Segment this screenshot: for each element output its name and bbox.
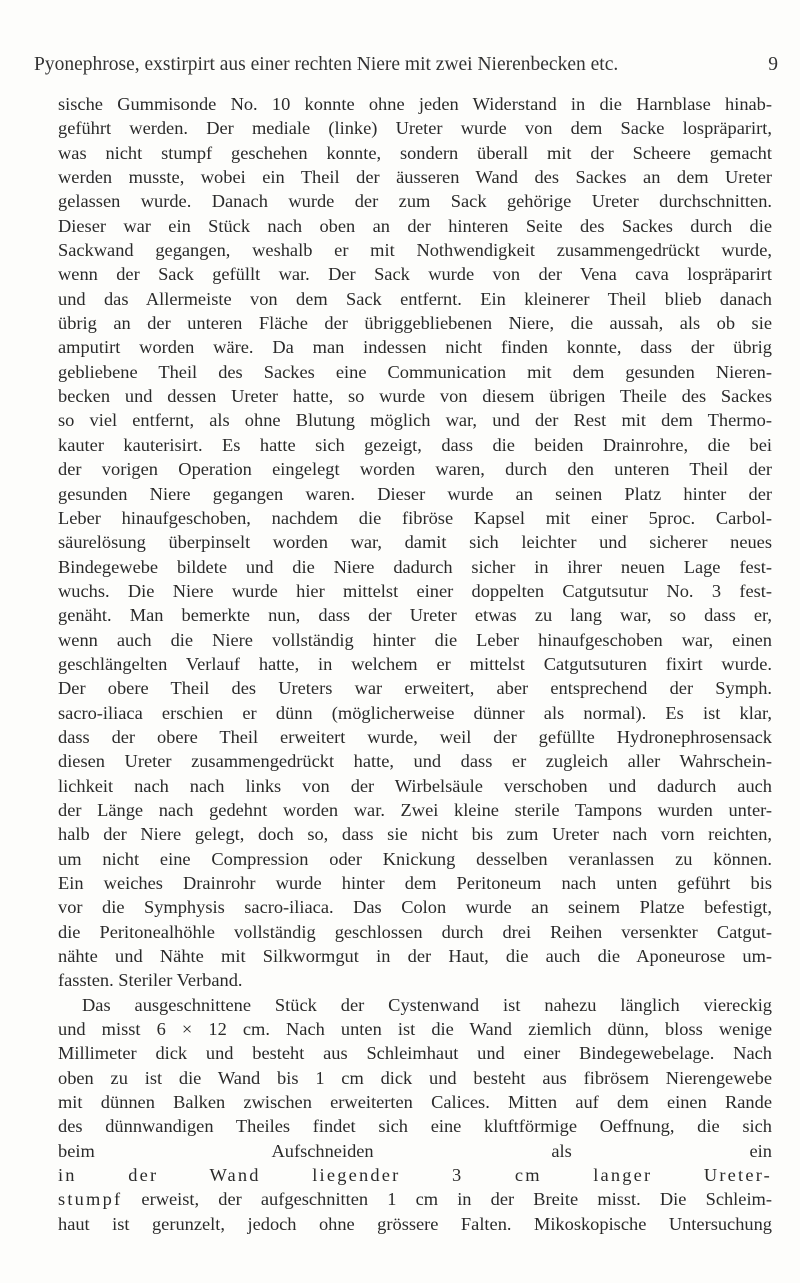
text-line-with-spacing bbox=[58, 1163, 772, 1187]
running-head bbox=[34, 50, 782, 80]
text-line: nähte und Nähte mit Silkwormgut in der Haut, die auch die Aponeurose um- bbox=[58, 946, 772, 967]
text-line-with-spacing bbox=[58, 1187, 772, 1211]
text-line: Bindegewebe bildete und die Niere dadurch sicher in ihrer neuen Lage fest- bbox=[58, 556, 772, 577]
text-line: des dünnwandigen Theiles findet sich eine kluftförmige Oeffnung, die sich bbox=[58, 1116, 772, 1137]
text-line: gebliebene Theil des Sackes eine Communication mit dem gesunden Nieren- bbox=[58, 361, 772, 382]
text-line: beim Aufschneiden als ein bbox=[58, 1140, 772, 1161]
text-line: die Peritonealhöhle vollständig geschlossen durch drei Reihen versenkter Catgut- bbox=[58, 921, 772, 942]
text-line: dass der obere Theil erweitert wurde, weil der gefüllte Hydronephrosensack bbox=[58, 726, 772, 747]
text-line: mit dünnen Balken zwischen erweiterten Calices. Mitten auf dem einen Rande bbox=[58, 1092, 772, 1113]
text-line: was nicht stumpf geschehen konnte, sondern überall mit der Scheere gemacht bbox=[58, 142, 772, 163]
text-line: wenn auch die Niere vollständig hinter die Leber hinaufgeschoben war, einen bbox=[58, 629, 772, 650]
paragraph-start-line: Das ausgeschnittene Stück der Cystenwand ist nahezu länglich viereckig bbox=[82, 994, 772, 1015]
text-line: Leber hinaufgeschoben, nachdem die fibröse Kapsel mit einer 5proc. Carbol- bbox=[58, 507, 772, 528]
text-line: gesunden Niere gegangen waren. Dieser wurde an seinen Platz hinter der bbox=[58, 483, 772, 504]
text-line: wenn der Sack gefüllt war. Der Sack wurde von der Vena cava lospräparirt bbox=[58, 264, 772, 285]
text-line: lichkeit nach nach links von der Wirbelsäule verschoben und dadurch auch bbox=[58, 775, 772, 796]
text-line: der Länge nach gedehnt worden war. Zwei kleine sterile Tampons wurden unter- bbox=[58, 799, 772, 820]
text-line: diesen Ureter zusammengedrückt hatte, und dass er zugleich aller Wahrschein- bbox=[58, 751, 772, 772]
body-text bbox=[58, 92, 772, 1236]
text-line: haut ist gerunzelt, jedoch ohne grössere Falten. Mikoskopische Untersuchung bbox=[58, 1213, 772, 1234]
text-line: geführt werden. Der mediale (linke) Ureter wurde von dem Sacke lospräparirt, bbox=[58, 118, 772, 139]
text-line: Ein weiches Drainrohr wurde hinter dem Peritoneum nach unten geführt bis bbox=[58, 873, 772, 893]
paragraph-end-line: fassten. Steriler Verband. bbox=[58, 970, 243, 991]
text-line: säurelösung überpinselt worden war, damit sich leichter und sicherer neues bbox=[58, 532, 772, 553]
page-number: 9 bbox=[768, 54, 778, 75]
running-head-title: Pyonephrose, exstirpirt aus einer rechten Niere mit zwei Nierenbecken etc. bbox=[34, 54, 619, 75]
text-line: Millimeter dick und besteht aus Schleimhaut und einer Bindegewebelage. Nach bbox=[58, 1043, 772, 1064]
text-line: und misst 6 × 12 cm. Nach unten ist die Wand ziemlich dünn, bloss wenige bbox=[58, 1019, 772, 1040]
text-line: Dieser war ein Stück nach oben an der hinteren Seite des Sackes durch die bbox=[58, 215, 772, 236]
text-line: gelassen wurde. Danach wurde der zum Sack gehörige Ureter durchschnitten. bbox=[58, 191, 772, 212]
text-line: wuchs. Die Niere wurde hier mittelst einer doppelten Catgutsutur No. 3 fest- bbox=[58, 580, 772, 601]
text-line: halb der Niere gelegt, doch so, dass sie nicht bis zum Ureter nach vorn reichten, bbox=[58, 824, 772, 845]
text-line: so viel entfernt, als ohne Blutung möglich war, und der Rest mit dem Thermo- bbox=[58, 410, 772, 431]
text-line: oben zu ist die Wand bis 1 cm dick und besteht aus fibrösem Nierengewebe bbox=[58, 1067, 772, 1088]
letterspaced-word: stumpf bbox=[58, 1189, 123, 1210]
text-line: kauter kauterisirt. Es hatte sich gezeigt, dass die beiden Drainrohre, die bei bbox=[58, 434, 772, 455]
text-line: becken und dessen Ureter hatte, so wurde von diesem übrigen Theile des Sackes bbox=[58, 386, 772, 407]
text-line: werden musste, wobei ein Theil der äusseren Wand des Sackes an dem Ureter bbox=[58, 167, 772, 188]
text-line: Sackwand gegangen, weshalb er mit Nothwendigkeit zusammengedrückt wurde, bbox=[58, 240, 772, 261]
text-line: übrig an der unteren Fläche der übriggebliebenen Niere, die aussah, als ob sie bbox=[58, 313, 772, 334]
text-line: vor die Symphysis sacro-iliaca. Das Colon wurde an seinem Platze befestigt, bbox=[58, 897, 772, 918]
text-line: sacro-iliaca erschien er dünn (möglicherweise dünner als normal). Es ist klar, bbox=[58, 702, 772, 723]
text-line: geschlängelten Verlauf hatte, in welchem er mittelst Catgutsuturen fixirt wurde. bbox=[58, 653, 772, 674]
text-line: und das Allermeiste von dem Sack entfernt. Ein kleinerer Theil blieb danach bbox=[58, 288, 772, 309]
line-rest: erweist, der aufgeschnitten 1 cm in der Breite misst. Die Schleim- bbox=[122, 1189, 772, 1210]
letterspaced-phrase: in der Wand liegender 3 cm langer Ureter- bbox=[58, 1165, 772, 1186]
text-line: genäht. Man bemerkte nun, dass der Ureter etwas zu lang war, so dass er, bbox=[58, 605, 772, 626]
text-line: der vorigen Operation eingelegt worden waren, durch den unteren Theil der bbox=[58, 459, 772, 480]
text-line: Der obere Theil des Ureters war erweitert, aber entsprechend der Symph. bbox=[58, 678, 772, 699]
text-line: um nicht eine Compression oder Knickung desselben veranlassen zu können. bbox=[58, 848, 772, 869]
text-line: amputirt worden wäre. Da man indessen nicht finden konnte, dass der übrig bbox=[58, 337, 772, 358]
text-line: sische Gummisonde No. 10 konnte ohne jeden Widerstand in die Harnblase hinab- bbox=[58, 94, 772, 114]
